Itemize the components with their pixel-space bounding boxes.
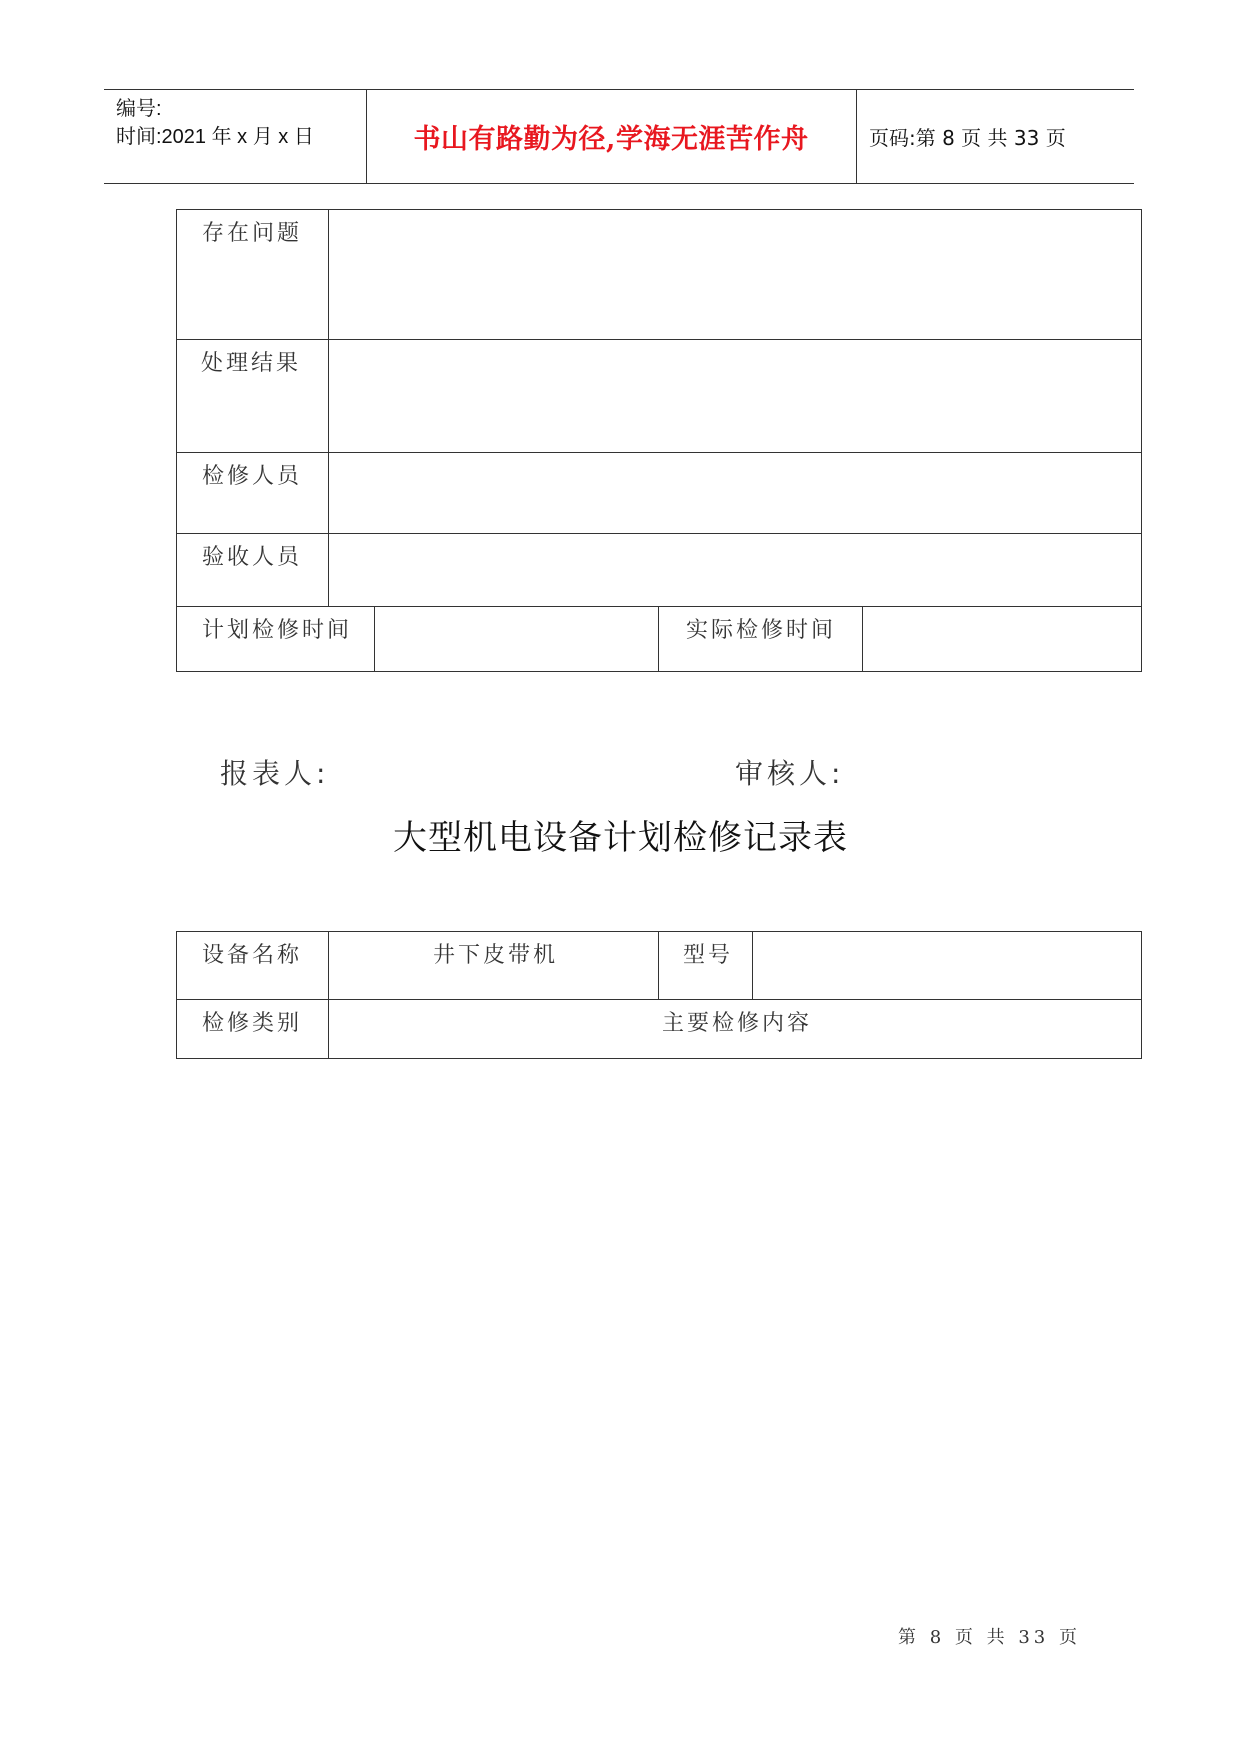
page-footer: 第 8 页 共 33 页 <box>898 1627 1081 1648</box>
acceptance-staff-label: 验收人员 <box>202 545 303 570</box>
reviewer-label: 审核人: <box>735 757 845 790</box>
issues-label: 存在问题 <box>202 221 303 246</box>
model-label-cell <box>658 932 752 999</box>
result-label: 处理结果 <box>201 351 302 376</box>
header-meta <box>104 90 367 183</box>
actual-time-label: 实际检修时间 <box>686 618 837 643</box>
time-label: 时间:2021 年 x 月 x 日 <box>116 126 314 148</box>
motto: 书山有路勤为径,学海无涯苦作舟 <box>413 124 809 155</box>
device-row <box>176 931 1142 999</box>
model-label: 型号 <box>683 943 734 968</box>
reporter-label: 报表人: <box>220 757 330 790</box>
model-value-cell[interactable] <box>752 932 1141 999</box>
device-name-label: 设备名称 <box>202 943 303 968</box>
issues-value-cell[interactable] <box>328 210 1141 339</box>
document-title: 大型机电设备计划检修记录表 <box>393 818 848 858</box>
issues-row <box>176 209 1142 339</box>
repair-type-label: 检修类别 <box>202 1011 303 1036</box>
repair-staff-value-cell[interactable] <box>328 453 1141 533</box>
page-header <box>104 89 1134 184</box>
planned-time-label: 计划检修时间 <box>202 618 353 643</box>
repair-type-row <box>176 999 1142 1059</box>
device-name-value: 井下皮带机 <box>433 943 559 968</box>
equipment-table <box>176 931 1142 1059</box>
planned-time-value-cell[interactable] <box>374 607 658 671</box>
result-row <box>176 339 1142 452</box>
actual-time-label-cell <box>658 607 862 671</box>
acceptance-staff-row <box>176 533 1142 606</box>
acceptance-staff-value-cell[interactable] <box>328 534 1141 606</box>
inspection-table <box>176 209 1142 672</box>
repair-staff-label: 检修人员 <box>202 464 303 489</box>
device-name-value-cell <box>328 932 658 999</box>
main-content-label: 主要检修内容 <box>662 1011 813 1036</box>
header-page-cell <box>857 90 1134 183</box>
result-value-cell[interactable] <box>328 340 1141 452</box>
actual-time-value-cell[interactable] <box>862 607 1141 671</box>
time-row <box>176 606 1142 672</box>
main-content-cell <box>328 1000 1141 1058</box>
repair-staff-row <box>176 452 1142 533</box>
header-motto-cell <box>366 90 857 183</box>
page-info: 页码:第 8 页 共 33 页 <box>869 126 1066 150</box>
number-label: 编号: <box>116 98 162 120</box>
